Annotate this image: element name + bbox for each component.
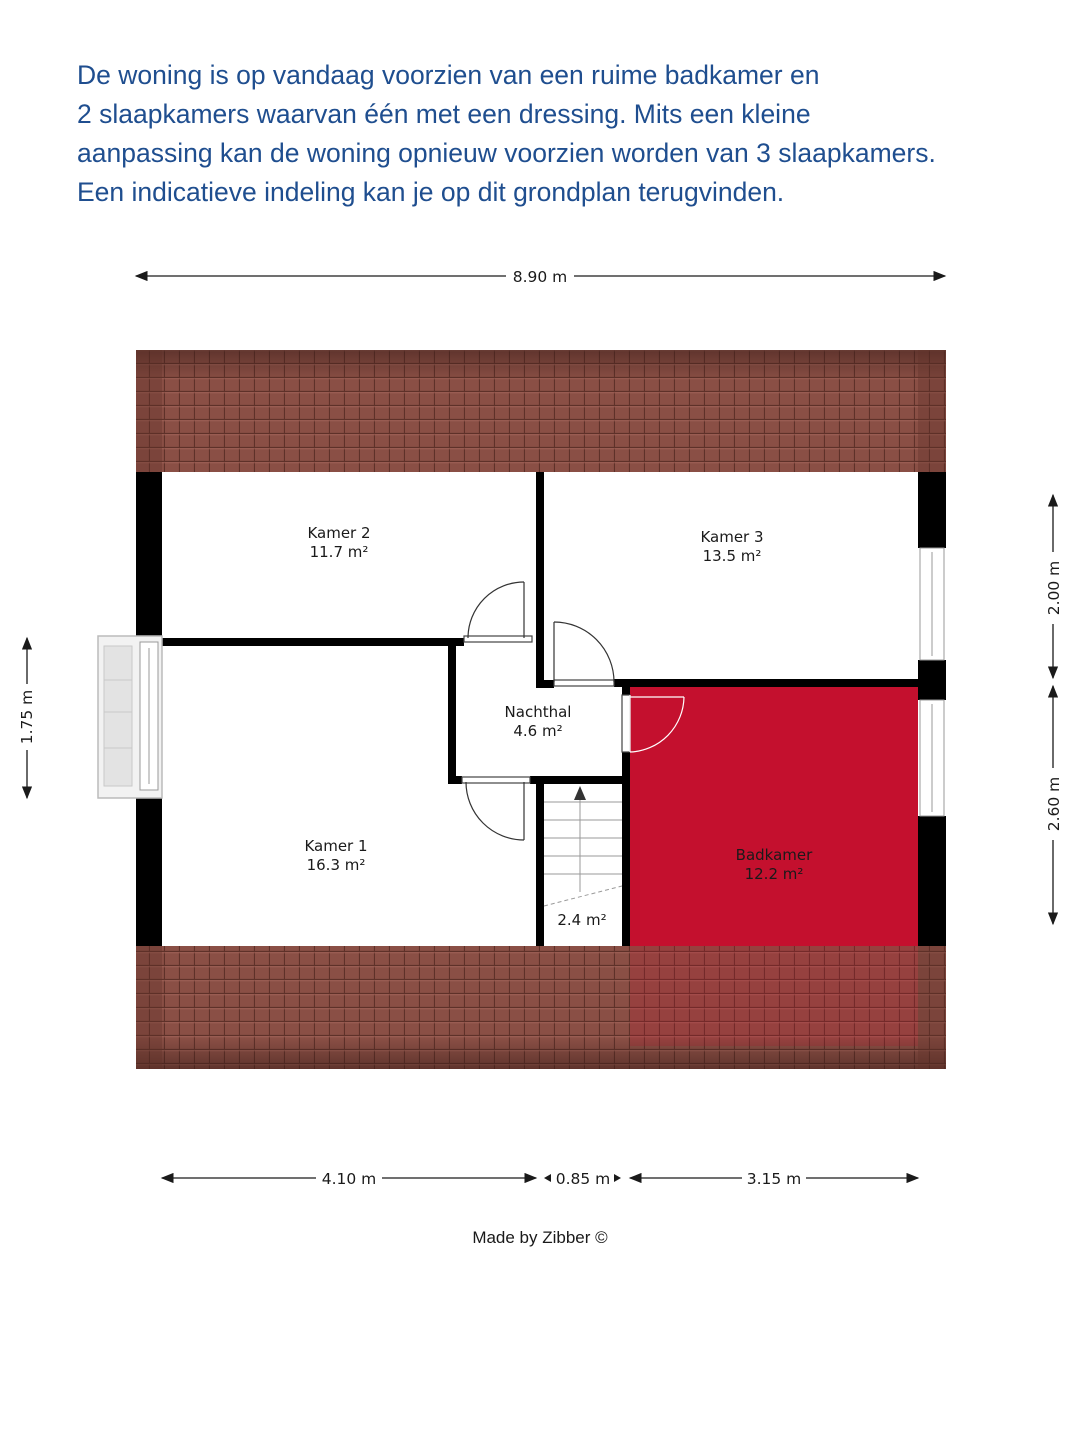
door-kamer1 — [462, 777, 530, 840]
dimension-left-label: 1.75 m — [18, 689, 36, 745]
label-badkamer — [736, 846, 813, 883]
roof-bottom — [136, 946, 946, 1069]
dimension-bottom-b — [544, 1170, 621, 1188]
dimension-bottom-a-label: 4.10 m — [321, 1170, 377, 1188]
room-kamer3-floor — [544, 472, 918, 679]
label-kamer3 — [700, 528, 763, 565]
window-right-lower — [920, 700, 944, 816]
window-right-upper — [920, 548, 944, 660]
intro-line-1: De woning is op vandaag voorzien van een ruime badkamer en — [77, 60, 820, 90]
room-area: 16.3 m² — [306, 856, 366, 874]
room-area: 11.7 m² — [309, 543, 369, 561]
label-kamer1 — [304, 837, 367, 874]
room-name: Kamer 2 — [307, 524, 371, 542]
dimension-bottom-b-label: 0.85 m — [555, 1170, 611, 1188]
dimension-right-upper-label: 2.00 m — [1045, 560, 1063, 616]
dimension-top-label: 8.90 m — [512, 268, 568, 286]
label-kamer2 — [307, 524, 370, 561]
intro-line-4: Een indicatieve indeling kan je op dit grondplan terugvinden. — [77, 177, 785, 207]
dimension-bottom-a — [162, 1170, 536, 1188]
intro-line-2: 2 slaapkamers waarvan één met een dressing. Mits een kleine — [77, 99, 811, 129]
room-name: Kamer 1 — [304, 837, 368, 855]
room-area: 4.6 m² — [513, 722, 563, 740]
window-left — [98, 636, 162, 798]
dimension-left — [18, 638, 36, 798]
label-nachthal — [505, 703, 572, 740]
room-badkamer-floor — [630, 687, 918, 946]
dimension-bottom-c — [630, 1170, 918, 1188]
dimension-top — [136, 268, 945, 286]
label-stair-area: 2.4 m² — [557, 911, 607, 929]
credit-text: Made by Zibber © — [472, 1228, 608, 1247]
dimension-right-lower — [1045, 686, 1063, 924]
room-area: 13.5 m² — [702, 547, 762, 565]
room-area: 12.2 m² — [744, 865, 804, 883]
dimension-bottom-c-label: 3.15 m — [746, 1170, 802, 1188]
roof-top — [136, 350, 946, 472]
room-name: Kamer 3 — [700, 528, 764, 546]
room-name: Nachthal — [504, 703, 572, 721]
dimension-right-upper — [1045, 495, 1063, 678]
dimension-right-lower-label: 2.60 m — [1045, 776, 1063, 832]
room-name: Badkamer — [735, 846, 813, 864]
intro-line-3: aanpassing kan de woning opnieuw voorzien worden van 3 slaapkamers. — [77, 138, 936, 168]
room-kamer1-floor — [162, 646, 448, 946]
